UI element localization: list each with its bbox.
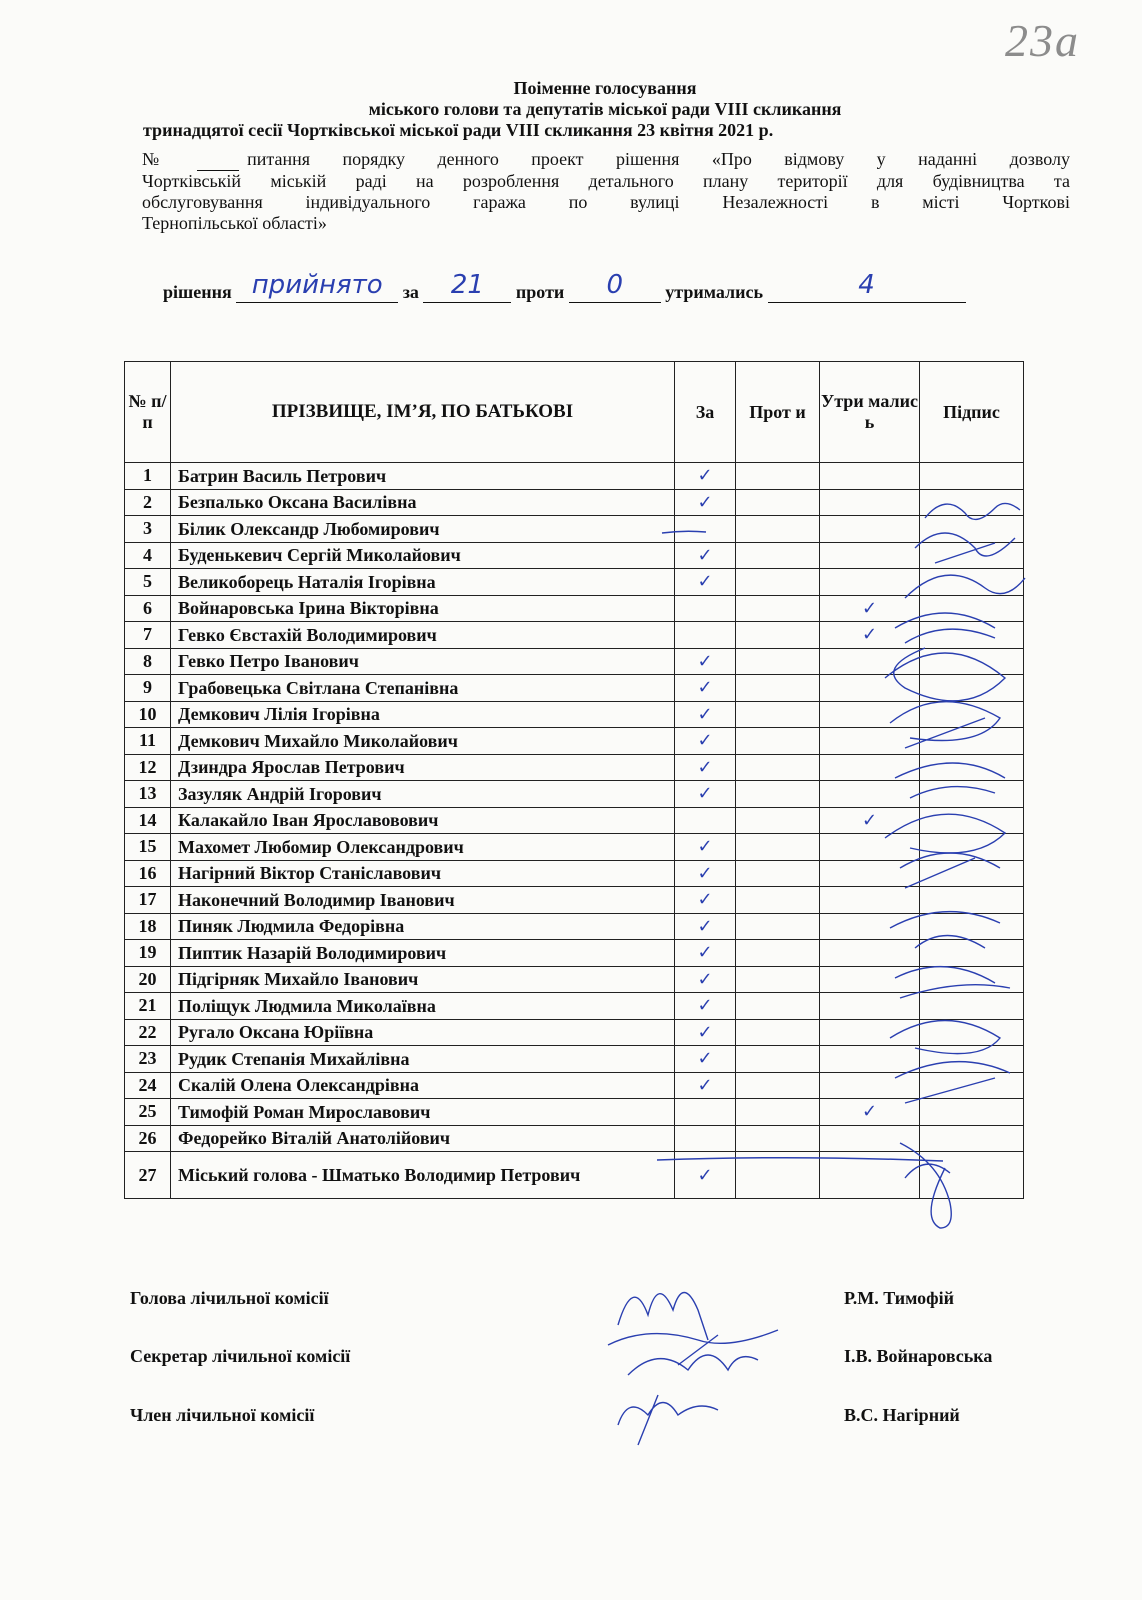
document-subtitle: міського голови та депутатів міської ради VIII скликання	[368, 99, 842, 119]
document-header	[140, 78, 1070, 141]
member-name: Зазуляк Андрій Ігорович	[171, 781, 675, 808]
row-number: 13	[125, 781, 171, 808]
vote-against-cell	[736, 993, 820, 1020]
row-number: 3	[125, 516, 171, 543]
row-number: 2	[125, 489, 171, 516]
row-number: 23	[125, 1046, 171, 1073]
vote-for-cell: ✓	[675, 834, 736, 861]
header-name: ПРІЗВИЩЕ, ІМ’Я, ПО БАТЬКОВІ	[171, 362, 675, 463]
member-name: Міський голова - Шматько Володимир Петрович	[171, 1152, 675, 1199]
vote-against-cell	[736, 675, 820, 702]
vote-against-cell	[736, 516, 820, 543]
vote-for-cell	[675, 1125, 736, 1152]
vote-against-cell	[736, 887, 820, 914]
row-number: 26	[125, 1125, 171, 1152]
member-name: Великоборець Наталія Ігорівна	[171, 569, 675, 596]
member-name: Тимофій Роман Мирославович	[171, 1099, 675, 1126]
member-name: Демкович Михайло Миколайович	[171, 728, 675, 755]
member-name: Скалій Олена Олександрівна	[171, 1072, 675, 1099]
against-label: проти	[515, 282, 565, 302]
vote-against-cell	[736, 860, 820, 887]
vote-against-cell	[736, 463, 820, 490]
dash-mark-row-3	[660, 525, 708, 539]
vote-against-cell	[736, 1046, 820, 1073]
vote-against-cell	[736, 622, 820, 649]
row-number: 20	[125, 966, 171, 993]
vote-against-cell	[736, 913, 820, 940]
vote-against-cell	[736, 1019, 820, 1046]
member-name: Пиняк Людмила Федорівна	[171, 913, 675, 940]
agenda-line-3: обслуговування індивідуального гаража по вулиці Незалежності в місті Чорткові	[142, 192, 1070, 212]
member-name: Федорейко Віталій Анатолійович	[171, 1125, 675, 1152]
row-number: 10	[125, 701, 171, 728]
row-number: 14	[125, 807, 171, 834]
member-name: Нагірний Віктор Станіславович	[171, 860, 675, 887]
document-title: Поіменне голосування	[513, 78, 697, 98]
member-name: Буденькевич Сергій Миколайович	[171, 542, 675, 569]
commission-signatures	[598, 1265, 798, 1450]
member-role: Член лічильної комісії	[130, 1405, 315, 1425]
row-number: 8	[125, 648, 171, 675]
vote-result-line	[163, 270, 966, 303]
vote-for-cell: ✓	[675, 701, 736, 728]
row-number: 22	[125, 1019, 171, 1046]
decision-label: рішення	[163, 282, 232, 302]
for-value: 21	[450, 270, 484, 300]
vote-for-cell	[675, 807, 736, 834]
member-name: Дзиндра Ярослав Петрович	[171, 754, 675, 781]
vote-against-cell	[736, 1125, 820, 1152]
vote-for-cell: ✓	[675, 887, 736, 914]
vote-for-cell: ✓	[675, 1019, 736, 1046]
member-name: Грабовецька Світлана Степанівна	[171, 675, 675, 702]
for-field	[423, 270, 511, 303]
row-number: 21	[125, 993, 171, 1020]
vote-against-cell	[736, 834, 820, 861]
row-number: 7	[125, 622, 171, 649]
vote-for-cell: ✓	[675, 993, 736, 1020]
vote-against-cell	[736, 595, 820, 622]
member-name: Махомет Любомир Олександрович	[171, 834, 675, 861]
vote-for-cell: ✓	[675, 542, 736, 569]
member-name: Рудик Степанія Михайлівна	[171, 1046, 675, 1073]
vote-for-cell: ✓	[675, 675, 736, 702]
header-signature: Підпис	[920, 362, 1024, 463]
abstained-label: утримались	[665, 282, 763, 302]
vote-for-cell: ✓	[675, 966, 736, 993]
row-number: 6	[125, 595, 171, 622]
row-number: 11	[125, 728, 171, 755]
row-number: 16	[125, 860, 171, 887]
member-name: Войнаровська Ірина Вікторівна	[171, 595, 675, 622]
signature-column-scribbles	[845, 478, 1055, 1238]
vote-for-cell	[675, 595, 736, 622]
agenda-line-2: Чортківській міській раді на розроблення детального плану території для будівництва та	[142, 171, 1070, 191]
row-number: 17	[125, 887, 171, 914]
member-name: Батрин Василь Петрович	[171, 463, 675, 490]
vote-against-cell	[736, 648, 820, 675]
row-number: 24	[125, 1072, 171, 1099]
agenda-number-sign: №	[142, 149, 188, 169]
against-field	[569, 270, 661, 303]
vote-for-cell: ✓	[675, 1046, 736, 1073]
vote-for-cell: ✓	[675, 781, 736, 808]
member-name: Пиптик Назарій Володимирович	[171, 940, 675, 967]
row-number: 9	[125, 675, 171, 702]
against-value: 0	[606, 270, 624, 300]
vote-for-cell: ✓	[675, 1072, 736, 1099]
row-number: 18	[125, 913, 171, 940]
agenda-number-blank	[197, 149, 239, 171]
vote-against-cell	[736, 781, 820, 808]
vote-against-cell	[736, 807, 820, 834]
member-name: Підгірняк Михайло Іванович	[171, 966, 675, 993]
header-no: № п/п	[125, 362, 171, 463]
table-header-row	[125, 362, 1024, 463]
row-number: 19	[125, 940, 171, 967]
vote-for-cell: ✓	[675, 860, 736, 887]
vote-against-cell	[736, 728, 820, 755]
vote-against-cell	[736, 569, 820, 596]
member-name: Поліщук Людмила Миколаївна	[171, 993, 675, 1020]
vote-for-cell	[675, 622, 736, 649]
vote-for-cell: ✓	[675, 1152, 736, 1199]
row-number: 27	[125, 1152, 171, 1199]
member-name: Ругало Оксана Юріївна	[171, 1019, 675, 1046]
row-number: 4	[125, 542, 171, 569]
secretary-name: І.В. Войнаровська	[844, 1346, 993, 1366]
agenda-item	[142, 149, 1070, 234]
member-name: Білик Олександр Любомирович	[171, 516, 675, 543]
member-name: Безпалько Оксана Василівна	[171, 489, 675, 516]
vote-against-cell	[736, 1072, 820, 1099]
vote-abstained-cell: ✓	[820, 807, 920, 834]
vote-against-cell	[736, 701, 820, 728]
for-label: за	[402, 282, 419, 302]
member-name: Гевко Петро Іванович	[171, 648, 675, 675]
vote-against-cell	[736, 542, 820, 569]
vote-abstained-cell: ✓	[820, 595, 920, 622]
abstained-value: 4	[858, 270, 875, 300]
header-abstained: Утри малис ь	[820, 362, 920, 463]
header-against: Прот и	[736, 362, 820, 463]
vote-for-cell: ✓	[675, 754, 736, 781]
decision-field	[236, 270, 398, 303]
member-name: В.С. Нагірний	[844, 1405, 960, 1425]
member-name: Наконечний Володимир Іванович	[171, 887, 675, 914]
member-name: Гевко Євстахій Володимирович	[171, 622, 675, 649]
vote-abstained-cell: ✓	[820, 622, 920, 649]
vote-against-cell	[736, 754, 820, 781]
vote-against-cell	[736, 1099, 820, 1126]
row-number: 12	[125, 754, 171, 781]
row-number: 25	[125, 1099, 171, 1126]
agenda-line-1: питання порядку денного проект рішення «Про відмову у наданні дозволу	[247, 149, 1070, 169]
page-number: 23а	[1005, 15, 1080, 66]
row-number: 15	[125, 834, 171, 861]
vote-for-cell: ✓	[675, 569, 736, 596]
secretary-role: Секретар лічильної комісії	[130, 1346, 351, 1366]
chair-role: Голова лічильної комісії	[130, 1288, 329, 1308]
row-number: 5	[125, 569, 171, 596]
vote-for-cell: ✓	[675, 940, 736, 967]
agenda-line-4: Тернопільської області»	[142, 213, 327, 233]
member-name: Демкович Лілія Ігорівна	[171, 701, 675, 728]
chair-name: Р.М. Тимофій	[844, 1288, 955, 1308]
session-line: тринадцятої сесії Чортківської міської ради VIII скликання 23 квітня 2021 р.	[143, 120, 774, 140]
vote-for-cell: ✓	[675, 463, 736, 490]
vote-abstained-cell: ✓	[820, 1099, 920, 1126]
decision-value: прийнято	[251, 270, 383, 300]
vote-for-cell: ✓	[675, 489, 736, 516]
vote-for-cell: ✓	[675, 728, 736, 755]
vote-against-cell	[736, 966, 820, 993]
vote-for-cell	[675, 1099, 736, 1126]
vote-for-cell: ✓	[675, 648, 736, 675]
header-for: За	[675, 362, 736, 463]
vote-for-cell: ✓	[675, 913, 736, 940]
row-number: 1	[125, 463, 171, 490]
vote-against-cell	[736, 489, 820, 516]
vote-against-cell	[736, 940, 820, 967]
abstained-field	[768, 270, 966, 303]
member-name: Калакайло Іван Ярославовович	[171, 807, 675, 834]
